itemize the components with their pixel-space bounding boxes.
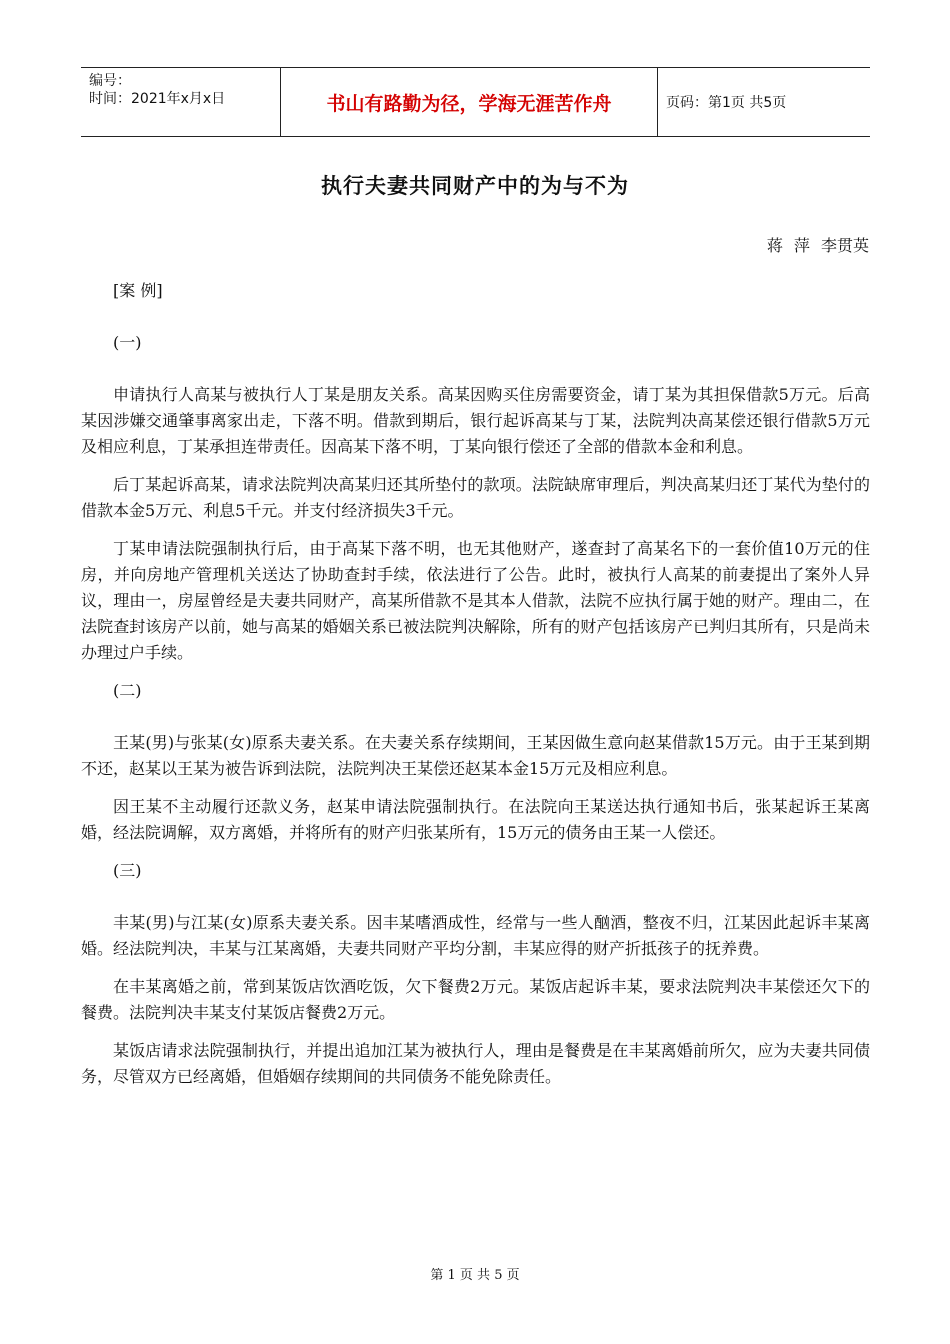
paragraph: 王某(男)与张某(女)原系夫妻关系。在夫妻关系存续期间，王某因做生意向赵某借款15万元。由于王某到期不还，赵某以王某为被告诉到法院，法院判决王某偿还赵某本金15万元及相应利息。 (81, 733, 870, 778)
document-time: 时间：2021年x月x日 (89, 91, 226, 107)
header-meta (81, 68, 281, 136)
document-title: 执行夫妻共同财产中的为与不为 (321, 174, 629, 198)
paragraph: 某饭店请求法院强制执行，并提出追加江某为被执行人，理由是餐费是在丰某离婚前所欠，应为夫妻共同债务，尽管双方已经离婚，但婚姻存续期间的共同债务不能免除责任。 (81, 1041, 870, 1086)
page-header (81, 67, 870, 137)
case-marker-2: (二) (113, 681, 142, 700)
document-body (81, 278, 870, 1102)
section-label: [案 例] (113, 281, 163, 300)
document-authors: 蒋 萍 李贯英 (766, 236, 869, 255)
header-page-info: 页码：第1页 共5页 (666, 95, 787, 111)
paragraph: 在丰某离婚之前，常到某饭店饮酒吃饭，欠下餐费2万元。某饭店起诉丰某，要求法院判决丰某偿还欠下的餐费。法院判决丰某支付某饭店餐费2万元。 (81, 977, 870, 1022)
paragraph: 丁某申请法院强制执行后，由于高某下落不明，也无其他财产，遂查封了高某名下的一套价值10万元的住房，并向房地产管理机关送达了协助查封手续，依法进行了公告。此时，被执行人高某的前妻提出了案外人异议，理由一，房屋曾经是夫妻共同财产，高某所借款不是其本人借款，法院不应执行属于她的财产。理由二，在法院查封该房产以前，她与高某的婚姻关系已被法院判决解除，所有的财产包括该房产已判归其所有，只是尚未办理过户手续。 (81, 539, 870, 662)
header-motto: 书山有路勤为径，学海无涯苦作舟 (281, 68, 658, 136)
paragraph: 丰某(男)与江某(女)原系夫妻关系。因丰某嗜酒成性，经常与一些人酗酒，整夜不归，江某因此起诉丰某离婚。经法院判决，丰某与江某离婚，夫妻共同财产平均分割，丰某应得的财产折抵孩子的抚养费。 (81, 913, 870, 958)
paragraph: 因王某不主动履行还款义务，赵某申请法院强制执行。在法院向王某送达执行通知书后，张某起诉王某离婚，经法院调解，双方离婚，并将所有的财产归张某所有，15万元的债务由王某一人偿还。 (81, 797, 870, 842)
document-number-label: 编号： (89, 73, 131, 89)
paragraph: 申请执行人高某与被执行人丁某是朋友关系。高某因购买住房需要资金，请丁某为其担保借款5万元。后高某因涉嫌交通肇事离家出走，下落不明。借款到期后，银行起诉高某与丁某，法院判决高某偿还银行借款5万元及相应利息，丁某承担连带责任。因高某下落不明，丁某向银行偿还了全部的借款本金和利息。 (81, 385, 870, 456)
page-footer: 第 1 页 共 5 页 (430, 1268, 520, 1283)
paragraph: 后丁某起诉高某，请求法院判决高某归还其所垫付的款项。法院缺席审理后，判决高某归还丁某代为垫付的借款本金5万元、利息5千元。并支付经济损失3千元。 (81, 475, 870, 520)
case-marker-3: (三) (113, 861, 142, 880)
case-marker-1: (一) (113, 333, 142, 352)
